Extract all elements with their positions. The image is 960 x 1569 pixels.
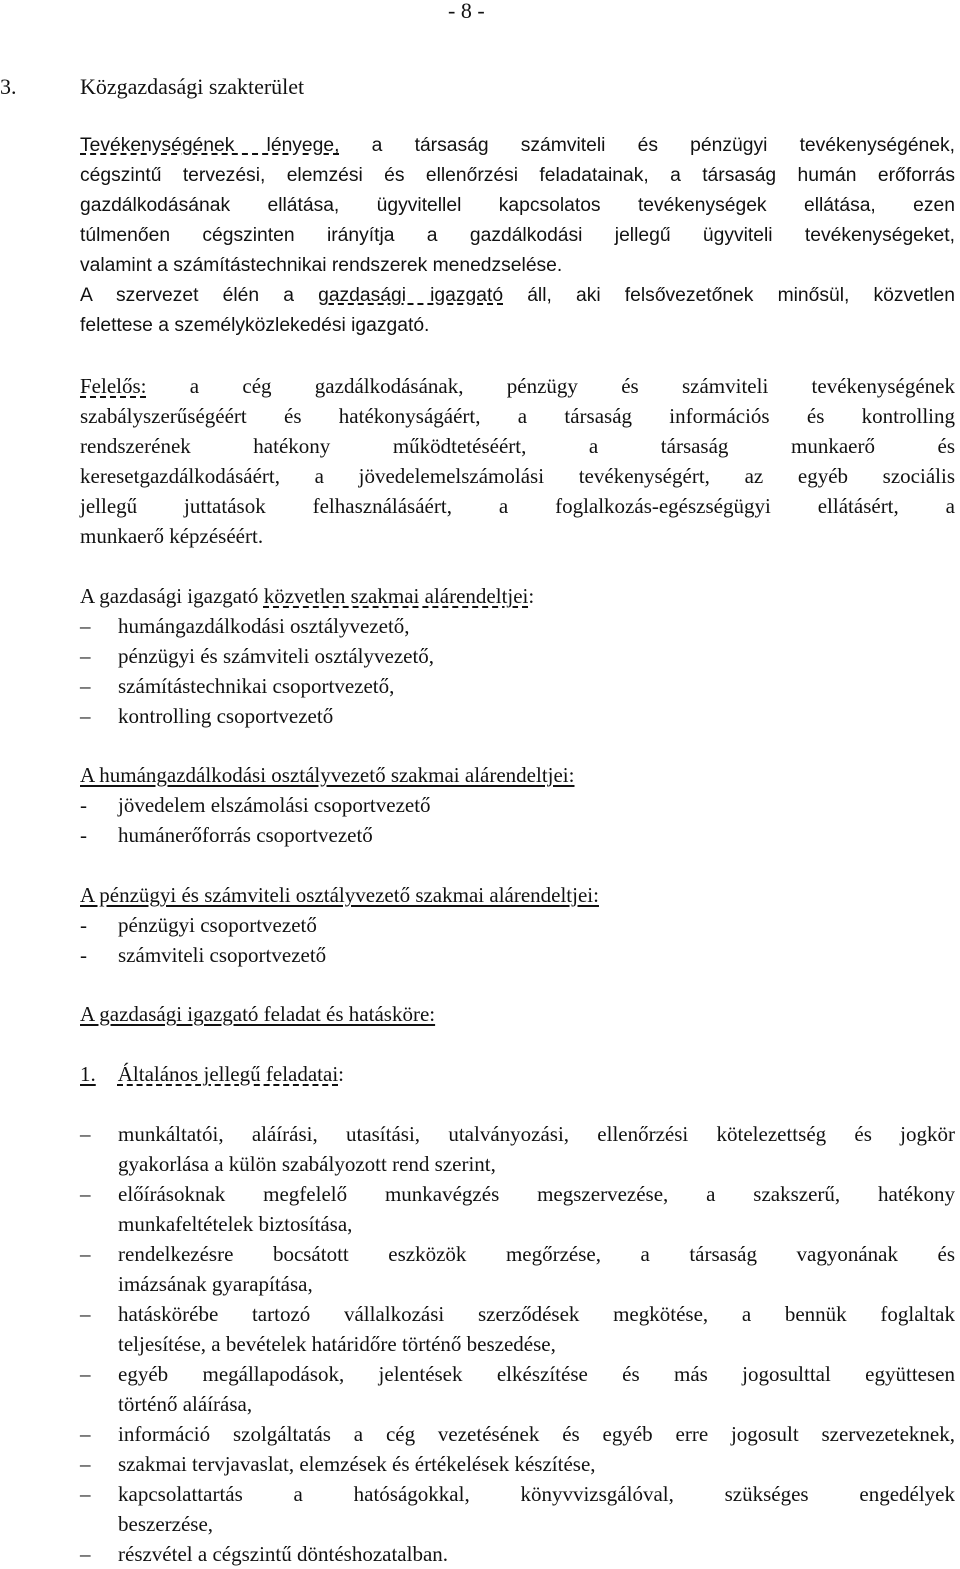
intro-line: gazdálkodásának ellátása, ügyvitellel kapcsolatos tevékenységek ellátása, ezen	[80, 195, 955, 216]
list-item-text: számítástechnikai csoportvezető,	[118, 674, 395, 698]
list-item-text: kapcsolattartás a hatóságokkal, könyvvizsgálóval, szükséges engedélyek	[118, 1482, 955, 1506]
intro-lead: Tevékenységének lényege,	[80, 135, 340, 156]
duties-heading: A gazdasági igazgató feladat és hatásköre:	[80, 1002, 436, 1026]
list-item-text: kontrolling csoportvezető	[118, 704, 334, 728]
list-item	[80, 910, 326, 940]
responsible-lead: Felelős:	[80, 374, 147, 398]
org-line-1	[80, 281, 955, 311]
dash-marker: –	[80, 1122, 91, 1146]
list-item-text: hatáskörébe tartozó vállalkozási szerződések megkötése, a bennük foglaltak	[118, 1302, 955, 1326]
dash-marker: –	[80, 704, 91, 728]
list-item	[80, 1539, 955, 1569]
hr-subordinates-heading: A humángazdálkodási osztályvezető szakmai alárendeltjei:	[80, 763, 575, 787]
list-item	[80, 820, 431, 850]
hyphen-marker: -	[80, 943, 87, 967]
dash-marker: –	[80, 1482, 91, 1506]
responsible-line: keresetgazdálkodásáért, a jövedelemelszámolási tevékenységért, az egyéb szociális	[80, 464, 955, 488]
org-pre: A szervezet élén a	[80, 285, 319, 306]
list-item	[80, 1119, 955, 1179]
list-item	[80, 611, 434, 641]
list-item-text: beszerzése,	[118, 1512, 214, 1536]
section-number: 3.	[0, 74, 17, 99]
list-item-text: történő aláírása,	[118, 1392, 253, 1416]
section-title-text: Közgazdasági szakterület	[80, 74, 305, 99]
hr-subordinates-list	[80, 790, 431, 850]
responsible-line: munkaerő képzéséért.	[80, 524, 264, 548]
duties-section	[80, 999, 955, 1029]
hyphen-marker: -	[80, 913, 87, 937]
list-item-text: munkáltatói, aláírási, utasítási, utalványozási, ellenőrzési kötelezettség és jogkör	[118, 1122, 955, 1146]
duties-sub-title: Általános jellegű feladatai	[117, 1062, 339, 1086]
subordinates-link: közvetlen szakmai alárendeltjei	[263, 584, 529, 608]
dash-marker: –	[80, 1452, 91, 1476]
org-line-2: felettese a személyközlekedési igazgató.	[80, 315, 430, 336]
responsible-paragraph	[80, 371, 955, 551]
fin-subordinates-section	[80, 880, 955, 910]
subordinates-list	[80, 611, 434, 731]
list-item-text: részvétel a cégszintű döntéshozatalban.	[118, 1542, 449, 1566]
dash-marker: –	[80, 1182, 91, 1206]
list-item-text: jövedelem elszámolási csoportvezető	[118, 793, 431, 817]
hr-heading-wrap	[80, 760, 955, 790]
list-item	[80, 1359, 955, 1419]
responsible-line-1	[80, 371, 955, 401]
intro-line: valamint a számítástechnikai rendszerek menedzselése.	[80, 255, 563, 276]
list-item	[80, 1449, 955, 1479]
responsible-line: jellegű juttatások felhasználásáért, a foglalkozás-egészségügyi ellátásért, a	[80, 494, 955, 518]
dash-marker: –	[80, 1422, 91, 1446]
dash-marker: –	[80, 1362, 91, 1386]
list-item	[80, 641, 434, 671]
dash-marker: –	[80, 614, 91, 638]
duties-subheading	[80, 1059, 344, 1089]
list-item-text: szakmai tervjavaslat, elemzések és értékelések készítése,	[118, 1452, 596, 1476]
list-item-text: munkafeltételek biztosítása,	[118, 1212, 353, 1236]
section-title	[0, 72, 304, 102]
dash-marker: –	[80, 644, 91, 668]
duties-heading-wrap	[80, 999, 955, 1029]
list-item-text: információ szolgáltatás a cég vezetésének és egyéb erre jogosult szervezeteknek,	[118, 1422, 955, 1446]
list-item	[80, 1179, 955, 1239]
hyphen-marker: -	[80, 823, 87, 847]
hyphen-marker: -	[80, 793, 87, 817]
list-item	[80, 1479, 955, 1539]
responsible-text: a cég gazdálkodásának, pénzügy és számviteli tevékenységének	[146, 374, 955, 398]
intro-paragraph	[80, 131, 955, 341]
list-item	[80, 790, 431, 820]
subordinates-section	[80, 581, 955, 611]
list-item	[80, 1419, 955, 1449]
fin-subordinates-heading: A pénzügyi és számviteli osztályvezető szakmai alárendeltjei:	[80, 883, 599, 907]
page-number: - 8 -	[448, 0, 485, 23]
fin-heading-wrap	[80, 880, 955, 910]
list-item-text: számviteli csoportvezető	[118, 943, 327, 967]
list-item-text: gyakorlása a külön szabályozott rend szerint,	[118, 1152, 496, 1176]
intro-line: túlmenően cégszinten irányítja a gazdálkodási jellegű ügyviteli tevékenységeket,	[80, 225, 955, 246]
subordinates-post: :	[528, 584, 535, 608]
subordinates-heading	[80, 581, 955, 611]
list-item-text: rendelkezésre bocsátott eszközök megőrzése, a társaság vagyonának és	[118, 1242, 955, 1266]
list-item	[80, 701, 434, 731]
list-item	[80, 671, 434, 701]
dash-marker: –	[80, 674, 91, 698]
duties-sub-number: 1.	[80, 1062, 96, 1086]
duties-list	[80, 1119, 955, 1569]
intro-line-1	[80, 131, 955, 161]
responsible-line: szabályszerűségéért és hatékonyságáért, a társaság információs és kontrolling	[80, 404, 955, 428]
hr-subordinates-section	[80, 760, 955, 790]
responsible-line: rendszerének hatékony működtetéséért, a társaság munkaerő és	[80, 434, 955, 458]
intro-line: cégszintű tervezési, elemzési és ellenőrzési feladatainak, a társaság humán erőforrás	[80, 165, 955, 186]
list-item	[80, 940, 326, 970]
list-item-text: humánerőforrás csoportvezető	[118, 823, 373, 847]
org-link: gazdasági igazgató	[318, 285, 504, 306]
duties-sub-colon: :	[338, 1062, 345, 1086]
list-item-text: egyéb megállapodások, jelentések elkészítése és más jogosulttal együttesen	[118, 1362, 955, 1386]
list-item-text: pénzügyi csoportvezető	[118, 913, 317, 937]
fin-subordinates-list	[80, 910, 326, 970]
list-item-text: humángazdálkodási osztályvezető,	[118, 614, 410, 638]
subordinates-pre: A gazdasági igazgató	[80, 584, 264, 608]
list-item-text: imázsának gyarapítása,	[118, 1272, 313, 1296]
dash-marker: –	[80, 1542, 91, 1566]
list-item-text: teljesítése, a bevételek határidőre történő beszedése,	[118, 1332, 556, 1356]
intro-text: a társaság számviteli és pénzügyi tevékenységének,	[339, 135, 955, 156]
org-post: áll, aki felsővezetőnek minősül, közvetlen	[503, 285, 955, 306]
list-item	[80, 1299, 955, 1359]
list-item-text: előírásoknak megfelelő munkavégzés megszervezése, a szakszerű, hatékony	[118, 1182, 955, 1206]
list-item-text: pénzügyi és számviteli osztályvezető,	[118, 644, 435, 668]
dash-marker: –	[80, 1242, 91, 1266]
list-item	[80, 1239, 955, 1299]
dash-marker: –	[80, 1302, 91, 1326]
